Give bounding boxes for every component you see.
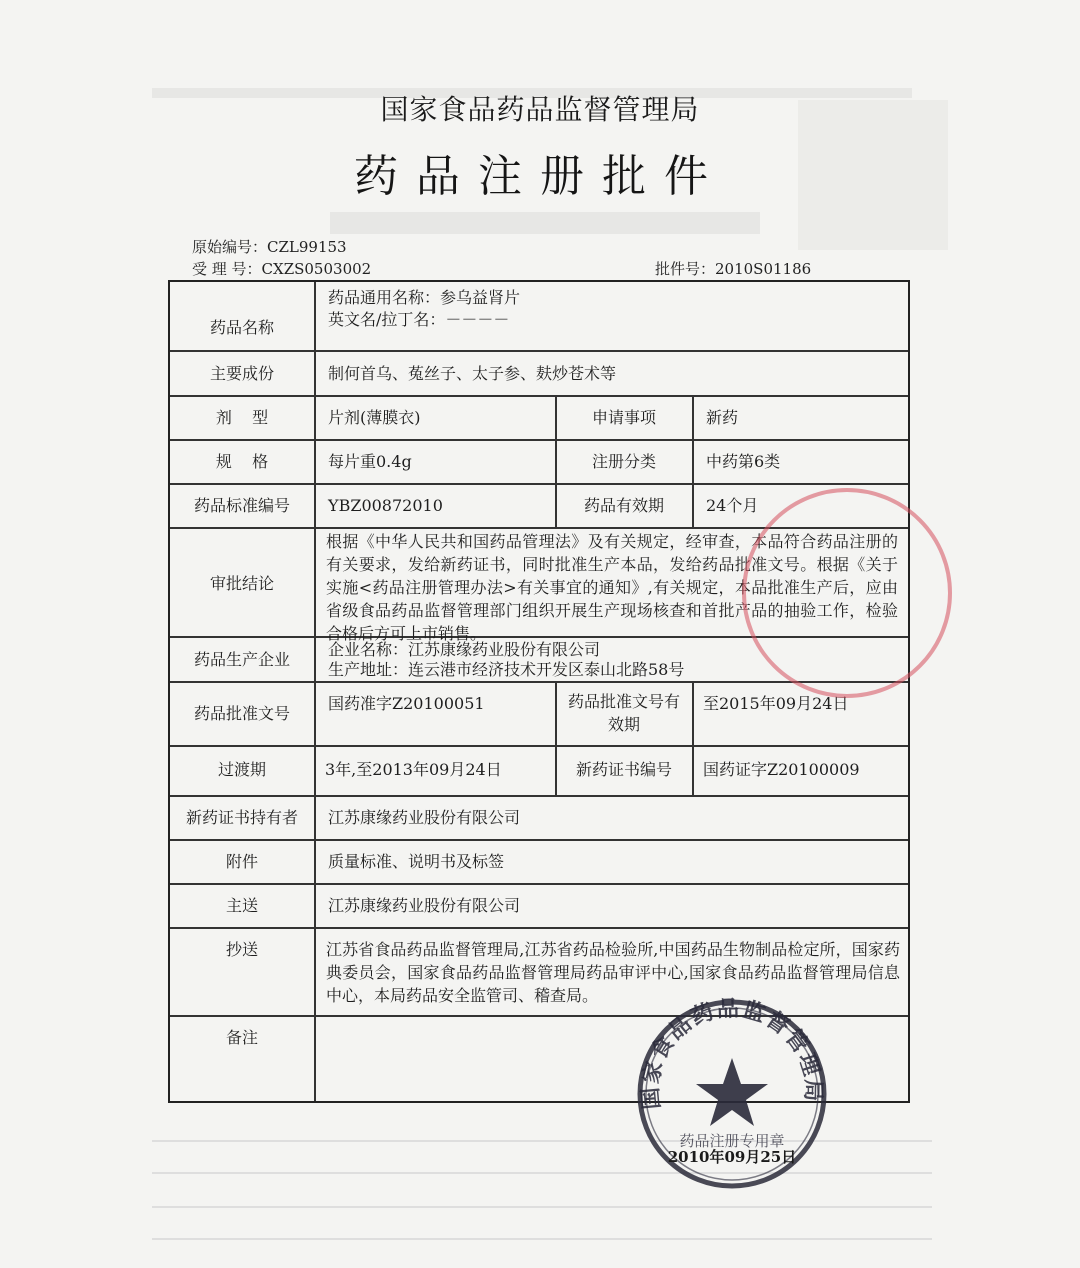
english-name: 英文名/拉丁名：－－－－ — [328, 310, 510, 329]
approval-doc-validity-value: 至2015年09月24日 — [703, 694, 849, 713]
standard-no-value: YBZ00872010 — [328, 496, 443, 515]
attachment-value: 质量标准、说明书及标签 — [328, 852, 505, 871]
transition-label: 过渡期 — [217, 760, 266, 779]
table-rule — [170, 395, 908, 397]
table-rule — [170, 927, 908, 929]
approval-doc-value: 国药准字Z20100051 — [328, 694, 485, 713]
ingredients-value: 制何首乌、菟丝子、太子参、麸炒苍术等 — [328, 364, 617, 383]
main-recipient-value: 江苏康缘药业股份有限公司 — [328, 896, 521, 915]
official-seal — [634, 996, 830, 1192]
application-item-value: 新药 — [706, 408, 739, 427]
holder-label: 新药证书持有者 — [185, 808, 298, 827]
company-name: 企业名称：江苏康缘药业股份有限公司 — [328, 640, 601, 659]
seal-date: 2010年09月25日 — [667, 1148, 797, 1166]
acceptance-number: 受 理 号：CXZS0503002 — [192, 260, 372, 278]
table-rule — [170, 883, 908, 885]
remarks-label: 备注 — [225, 1028, 258, 1047]
reg-class-label: 注册分类 — [591, 452, 656, 471]
conclusion-label: 审批结论 — [209, 574, 274, 593]
seal-ring-text: 国家食品药品监督管理局 — [638, 996, 826, 1111]
document-title: 药品注册批件 — [354, 151, 726, 202]
table-rule — [692, 395, 694, 527]
table-rule — [692, 681, 694, 795]
show-through-mark — [330, 212, 760, 234]
attachment-label: 附件 — [225, 852, 258, 871]
dosage-value: 片剂(薄膜衣) — [328, 408, 421, 427]
table-rule — [170, 795, 908, 797]
seal-dept-text: 药品注册专用章 — [679, 1132, 785, 1150]
star-icon — [696, 1058, 768, 1126]
cert-no-value: 国药证字Z20100009 — [703, 760, 860, 779]
transition-value: 3年,至2013年09月24日 — [325, 760, 502, 779]
table-rule — [314, 282, 316, 1101]
approval-number: 批件号：2010S01186 — [655, 260, 812, 278]
show-through-mark — [152, 1206, 932, 1208]
cert-no-label: 新药证书编号 — [575, 760, 672, 779]
dosage-label: 剂 型 — [215, 408, 269, 427]
reg-class-value: 中药第6类 — [706, 452, 781, 471]
red-company-seal — [742, 488, 952, 698]
company-address: 生产地址：连云港市经济技术开发区泰山北路58号 — [328, 660, 685, 679]
validity-value: 24个月 — [706, 496, 759, 515]
table-rule — [170, 839, 908, 841]
approval-doc-label: 药品批准文号 — [193, 704, 290, 723]
holder-value: 江苏康缘药业股份有限公司 — [328, 808, 521, 827]
spec-label: 规 格 — [215, 452, 269, 471]
manufacturer-label: 药品生产企业 — [193, 650, 290, 669]
table-rule — [170, 483, 908, 485]
cc-label: 抄送 — [225, 940, 258, 959]
table-rule — [170, 439, 908, 441]
drug-name-label: 药品名称 — [209, 318, 274, 337]
registration-table — [168, 280, 910, 1103]
cc-text: 江苏省食品药品监督管理局,江苏省药品检验所,中国药品生物制品检定所，国家药典委员会，国家食品药品监督管理局药品审评中心,国家食品药品监督管理局信息中心，本局药品安全监管司、稽查局。 — [326, 940, 900, 1005]
validity-label: 药品有效期 — [583, 496, 664, 515]
original-number: 原始编号：CZL99153 — [192, 238, 347, 256]
show-through-mark — [152, 1238, 932, 1240]
agency-title: 国家食品药品监督管理局 — [380, 93, 700, 126]
ingredients-label: 主要成份 — [209, 364, 274, 383]
standard-no-label: 药品标准编号 — [193, 496, 290, 515]
conclusion-text: 根据《中华人民共和国药品管理法》及有关规定，经审查，本品符合药品注册的有关要求，发给新药证书，同时批准生产本品，发给药品批准文号。根据《关于实施<药品注册管理办法>有关事宜的通知》,有关规定，本品批准生产后，应由省级食品药品监督管理部门组织开展生产现场核查和首批产品的抽验工作，检验合格后方可上市销售。 — [326, 532, 898, 643]
main-recipient-label: 主送 — [225, 896, 258, 915]
approval-doc-validity-label: 药品批准文号有效期 — [567, 692, 680, 734]
table-rule — [170, 350, 908, 352]
spec-value: 每片重0.4g — [328, 452, 412, 471]
application-item-label: 申请事项 — [591, 408, 656, 427]
table-rule — [170, 745, 908, 747]
generic-name: 药品通用名称：参乌益肾片 — [328, 288, 521, 307]
